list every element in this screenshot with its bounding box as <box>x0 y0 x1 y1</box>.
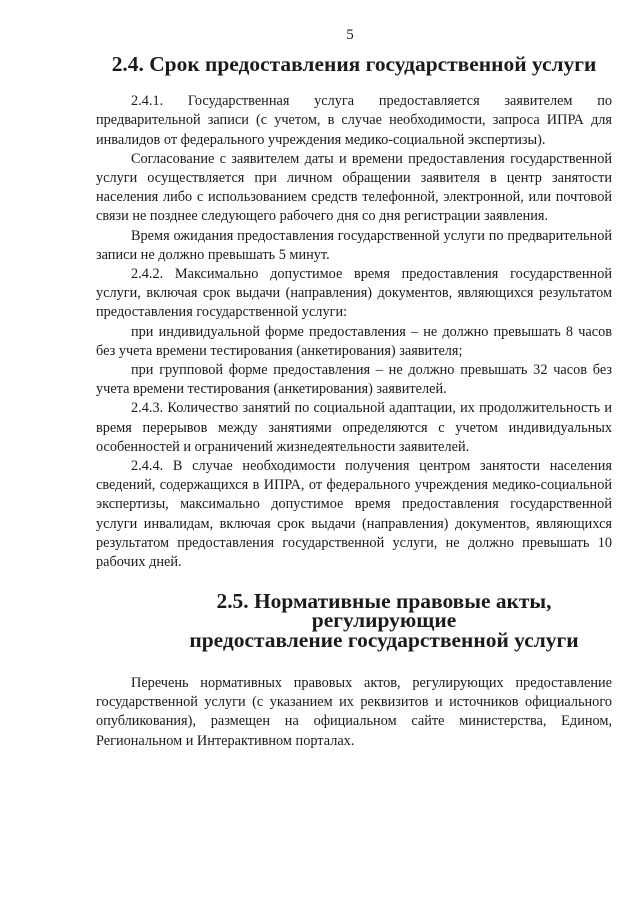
paragraph-group-form: при групповой форме предоставления – не должно превышать 32 часов без учета времени тестирования (анкетирования) заявителей. <box>96 362 612 398</box>
section-2-5-body <box>96 674 612 751</box>
paragraph-2-4-4: 2.4.4. В случае необходимости получения центром занятости населения сведений, содержащихся в ИПРА, от федерального учреждения медико-социальной экспертизы, максимально допустимое время предоставления государственной услуги инвалидам, включая срок выдачи (направления) документов, являющихся результатом предоставления государственной услуги, не должно превышать 10 рабочих дней. <box>96 458 612 571</box>
paragraph-2-4-2: 2.4.2. Максимально допустимое время предоставления государственной услуги, включая срок выдачи (направления) документов, являющихся результатом предоставления государственной услуги: <box>96 266 612 321</box>
section-2-5-heading <box>96 589 612 652</box>
section-2-5-heading-line2: предоставление государственной услуги <box>189 627 579 652</box>
paragraph-2-4-1: 2.4.1. Государственная услуга предоставляется заявителем по предварительной записи (с учетом, в случае необходимости, запроса ИПРА для инвалидов от федерального учреждения медико-социальной экспертизы). <box>96 93 612 148</box>
section-2-4-heading: 2.4. Срок предоставления государственной услуги <box>111 52 597 76</box>
paragraph-waiting-time: Время ожидания предоставления государственной услуги по предварительной записи не должно превышать 5 минут. <box>96 227 612 263</box>
paragraph-scheduling: Согласование с заявителем даты и времени предоставления государственной услуги осуществляется при личном обращении заявителя в центр занятости населения либо с использованием средств телефонной, электронной, или почтовой связи не позднее следующего рабочего дня со дня регистрации заявления. <box>96 150 612 225</box>
page-number: 5 <box>346 27 354 43</box>
paragraph-regulations-list: Перечень нормативных правовых актов, регулирующих предоставление государственной услуги (с указанием их реквизитов и источников официального опубликования), размещен на официальном сайте министерства, Едином, Региональном и Интерактивном порталах. <box>96 674 612 749</box>
section-2-4-body <box>96 92 612 572</box>
section-2-5-heading-line1: 2.5. Нормативные правовые акты, регулирующие <box>216 589 552 633</box>
paragraph-individual-form: при индивидуальной форме предоставления – не должно превышать 8 часов без учета времени тестирования (анкетирования) заявителя; <box>96 323 612 359</box>
document-body <box>96 52 612 751</box>
paragraph-2-4-3: 2.4.3. Количество занятий по социальной адаптации, их продолжительность и время перерывов между занятиями определяются с учетом индивидуальных особенностей и ограничений жизнедеятельности заявителей. <box>96 400 612 455</box>
